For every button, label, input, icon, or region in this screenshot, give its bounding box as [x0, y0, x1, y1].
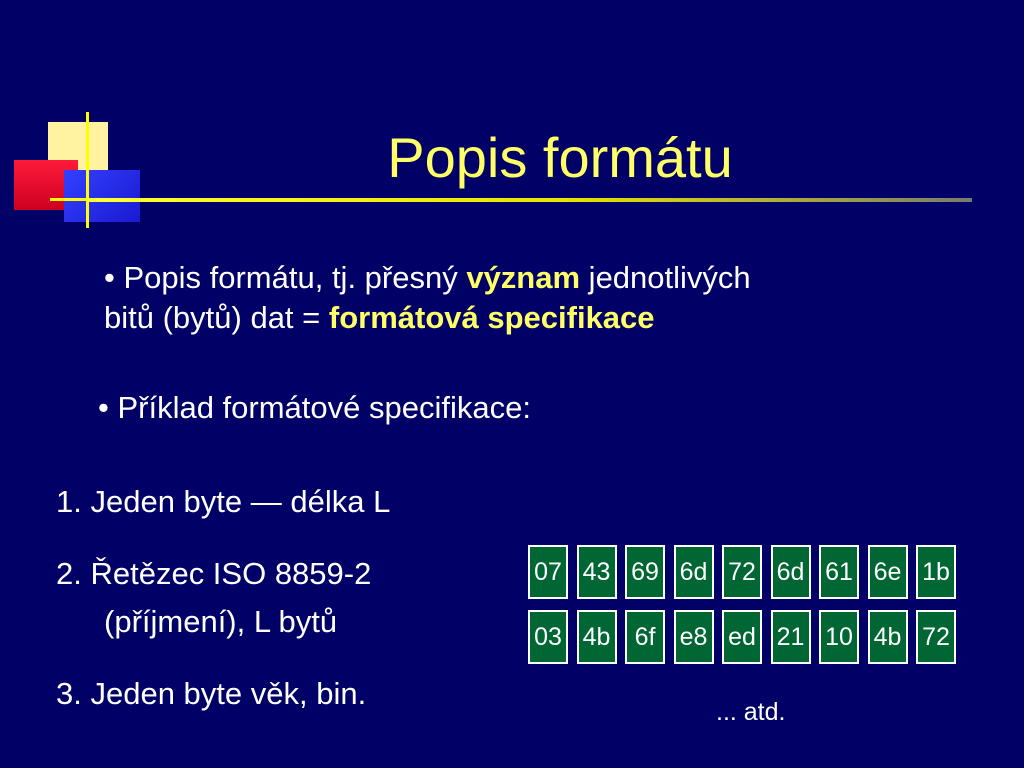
- byte-cell: 69: [625, 545, 665, 599]
- slide-title: Popis formátu: [387, 126, 733, 189]
- bullet1-line2-prefix: bitů (bytů) dat =: [104, 300, 329, 335]
- byte-cell: 1b: [916, 545, 956, 599]
- byte-cell: 07: [528, 545, 568, 599]
- list-item-surname-string-cont: (příjmení), L bytů: [104, 604, 338, 639]
- byte-cell: 10: [819, 610, 859, 664]
- bullet1-highlight-spec: formátová specifikace: [328, 300, 655, 335]
- byte-cell: 72: [916, 610, 956, 664]
- etc-note: ... atd.: [716, 698, 786, 726]
- title-underline: [88, 198, 972, 202]
- bullet-example-heading: • Příklad formátové specifikace:: [98, 390, 531, 425]
- byte-cell: 6d: [771, 545, 811, 599]
- bullet1-line2: [104, 298, 751, 338]
- byte-cell: 61: [819, 545, 859, 599]
- byte-cell: e8: [674, 610, 714, 664]
- byte-cell: 6f: [625, 610, 665, 664]
- bullet1-line1: [104, 258, 751, 298]
- bullet1-prefix: • Popis formátu, tj. přesný: [104, 260, 467, 295]
- byte-cell: 4b: [868, 610, 908, 664]
- bullet1-mid: jednotlivých: [580, 260, 751, 295]
- logo-blue-square: [64, 170, 140, 222]
- byte-cell: 43: [577, 545, 617, 599]
- list-item-length-byte: 1. Jeden byte — délka L: [56, 484, 391, 519]
- logo-vertical-line: [86, 112, 89, 228]
- byte-cell: 21: [771, 610, 811, 664]
- bullet1-highlight-meaning: význam: [466, 260, 581, 295]
- list-item-surname-string: 2. Řetězec ISO 8859-2: [56, 556, 372, 591]
- byte-cell: 6d: [674, 545, 714, 599]
- byte-cell: ed: [722, 610, 762, 664]
- byte-cell: 03: [528, 610, 568, 664]
- byte-cell: 6e: [868, 545, 908, 599]
- byte-cell: 72: [722, 545, 762, 599]
- bullet-format-description: [104, 258, 751, 338]
- byte-cell: 4b: [577, 610, 617, 664]
- list-item-age-byte: 3. Jeden byte věk, bin.: [56, 676, 367, 711]
